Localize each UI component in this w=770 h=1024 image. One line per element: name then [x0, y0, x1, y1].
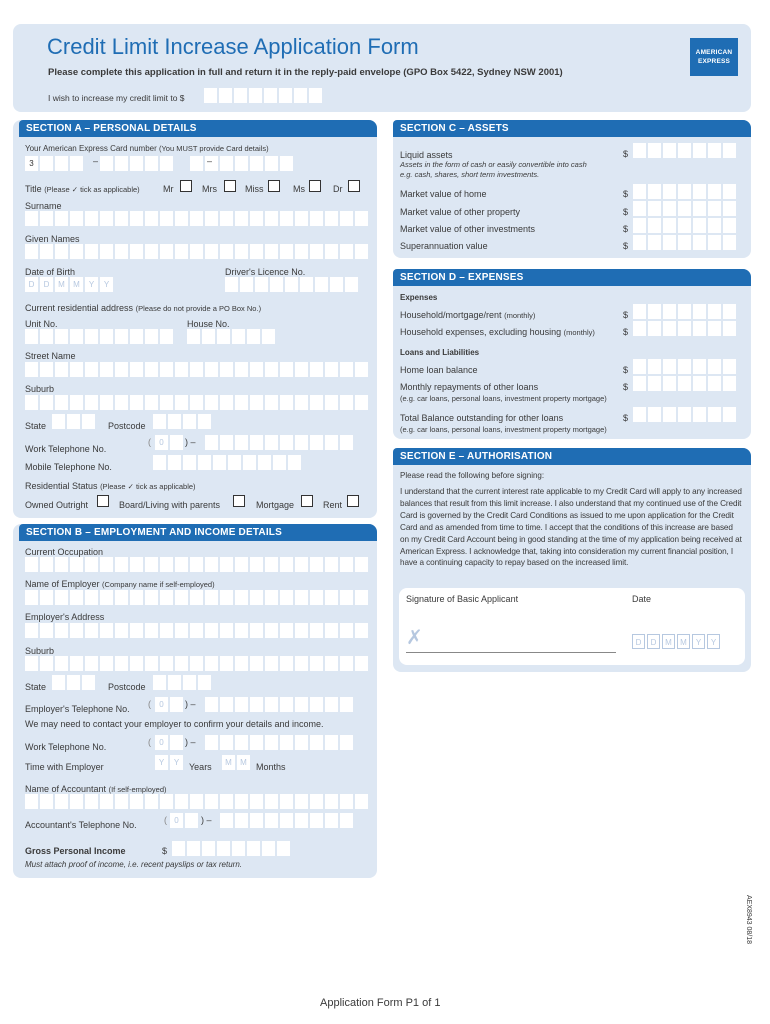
super-label: Superannuation value	[400, 241, 488, 251]
years-field[interactable]: Y Y	[155, 755, 185, 770]
employer-phone-area[interactable]: 0	[155, 697, 185, 712]
status-board-checkbox[interactable]	[233, 495, 245, 507]
work-phone-paren: (	[148, 437, 151, 447]
form-code: AEX8943 08/18	[745, 895, 752, 945]
given-names-field[interactable]	[25, 244, 370, 259]
household-exp-dollar: $	[623, 327, 629, 337]
card-dash-2: –	[207, 156, 213, 166]
loans-label: Loans and Liabilities	[400, 348, 480, 357]
contact-note: We may need to contact your employer to confirm your details and income.	[25, 719, 324, 729]
total-balance-note: (e.g. car loans, personal loans, investment property mortgage)	[400, 425, 607, 434]
licence-field[interactable]	[225, 277, 360, 292]
total-balance-dollar: $	[623, 413, 629, 423]
section-a-heading: SECTION A – PERSONAL DETAILS	[19, 120, 377, 137]
surname-label: Surname	[25, 201, 62, 211]
months-label: Months	[256, 762, 286, 772]
increase-label: I wish to increase my credit limit to $	[48, 93, 185, 103]
employer-postcode-label: Postcode	[108, 682, 146, 692]
status-mortgage-checkbox[interactable]	[301, 495, 313, 507]
time-employer-label: Time with Employer	[25, 762, 104, 772]
card-dash-1: –	[93, 156, 99, 166]
title-label: Title (Please ✓ tick as applicable)	[25, 184, 140, 194]
gross-income-note: Must attach proof of income, i.e. recent payslips or tax return.	[25, 860, 242, 869]
work-phone-field[interactable]	[205, 435, 355, 450]
mobile-phone-label: Mobile Telephone No.	[25, 462, 112, 472]
employer-suburb-field[interactable]	[25, 656, 370, 671]
street-field[interactable]	[25, 362, 370, 377]
total-balance-field[interactable]	[633, 407, 738, 422]
suburb-label: Suburb	[25, 384, 55, 394]
gross-income-label: Gross Personal Income	[25, 846, 126, 856]
licence-label: Driver's Licence No.	[225, 267, 306, 277]
page-footer: Application Form P1 of 1	[320, 997, 441, 1009]
employer-state-field[interactable]	[52, 675, 97, 690]
household-exp-label: Household expenses, excluding housing (monthly)	[400, 327, 595, 337]
suburb-field[interactable]	[25, 395, 370, 410]
employer-address-label: Employer's Address	[25, 612, 105, 622]
mobile-phone-field[interactable]	[153, 455, 303, 470]
postcode-label: Postcode	[108, 421, 146, 431]
form-subtitle: Please complete this application in full and return it in the reply-paid envelope (GPO Box 5422, Sydney NSW 2001)	[48, 67, 563, 78]
occupation-label: Current Occupation	[25, 547, 104, 557]
occupation-field[interactable]	[25, 557, 370, 572]
title-dr-checkbox[interactable]	[348, 180, 360, 192]
title-ms-label: Ms	[293, 184, 305, 194]
date-label: Date	[632, 594, 652, 604]
monthly-repay-field[interactable]	[633, 376, 738, 391]
b-work-phone-field[interactable]	[205, 735, 355, 750]
other-investments-field[interactable]	[633, 218, 738, 233]
home-loan-dollar: $	[623, 365, 629, 375]
status-owned-checkbox[interactable]	[97, 495, 109, 507]
work-phone-paren-close: ) –	[185, 437, 196, 447]
title-ms-checkbox[interactable]	[309, 180, 321, 192]
other-investments-label: Market value of other investments	[400, 224, 536, 234]
read-note: Please read the following before signing:	[400, 471, 545, 480]
signature-cross-icon: ✗	[406, 627, 423, 649]
card-number-label: Your American Express Card number (You MUST provide Card details)	[25, 144, 269, 153]
title-dr-label: Dr	[333, 184, 343, 194]
b-work-phone-paren: (	[148, 737, 151, 747]
super-field[interactable]	[633, 235, 738, 250]
years-label: Years	[189, 762, 212, 772]
home-value-field[interactable]	[633, 184, 738, 199]
accountant-name-field[interactable]	[25, 794, 370, 809]
b-work-phone-paren-close: ) –	[185, 737, 196, 747]
title-miss-label: Miss	[245, 184, 264, 194]
other-property-dollar: $	[623, 207, 629, 217]
employer-phone-paren: (	[148, 699, 151, 709]
employer-phone-label: Employer's Telephone No.	[25, 704, 130, 714]
monthly-repay-label: Monthly repayments of other loans	[400, 382, 539, 392]
status-owned-label: Owned Outright	[25, 500, 89, 510]
accountant-phone-field[interactable]	[220, 813, 355, 828]
postcode-field[interactable]	[153, 414, 213, 429]
accountant-phone-area[interactable]: 0	[170, 813, 200, 828]
other-investments-dollar: $	[623, 224, 629, 234]
employer-suburb-label: Suburb	[25, 646, 55, 656]
date-field[interactable]: D D M M Y Y	[632, 634, 722, 649]
state-field[interactable]	[52, 414, 97, 429]
home-value-label: Market value of home	[400, 189, 487, 199]
home-loan-label: Home loan balance	[400, 365, 478, 375]
status-rent-checkbox[interactable]	[347, 495, 359, 507]
total-balance-label: Total Balance outstanding for other loans	[400, 413, 564, 423]
employer-state-label: State	[25, 682, 47, 692]
liquid-assets-note-1: Assets in the form of cash or easily convertible into cash	[400, 160, 587, 169]
liquid-assets-label: Liquid assets	[400, 150, 453, 160]
section-e-heading: SECTION E – AUTHORISATION	[393, 448, 751, 465]
gross-income-dollar: $	[162, 846, 168, 856]
status-board-label: Board/Living with parents	[119, 500, 221, 510]
authorisation-text: I understand that the current interest rate applicable to my Credit Card will apply to any increased balances that result from this limit increase. I also understand that my continued use of the Credit Card is governed by the Credit Card Conditions as issued to me upon application for the Credit Card and as amended from time to time. I accept that the conditions of this increase are based on my Credit Card Account being in good standing at the time of my application being received at American Express. I acknowledge that, taking into consideration my current financial position, I have a continuing capacity to repay based on the increased limit.	[400, 487, 742, 568]
home-value-dollar: $	[623, 189, 629, 199]
surname-field[interactable]	[25, 211, 370, 226]
card-number-field[interactable]: 3	[25, 156, 295, 171]
other-property-field[interactable]	[633, 201, 738, 216]
liquid-assets-note-2: e.g. cash, shares, short term investments.	[400, 170, 540, 179]
status-rent-label: Rent	[323, 500, 343, 510]
employer-address-field[interactable]	[25, 623, 370, 638]
employer-postcode-field[interactable]	[153, 675, 213, 690]
expenses-label: Expenses	[400, 293, 438, 302]
residential-status-label: Residential Status (Please ✓ tick as applicable)	[25, 481, 196, 491]
section-d-heading: SECTION D – EXPENSES	[393, 269, 751, 286]
accountant-phone-paren-close: ) –	[201, 815, 212, 825]
months-field[interactable]: M M	[222, 755, 252, 770]
home-loan-field[interactable]	[633, 359, 738, 374]
street-label: Street Name	[25, 351, 76, 361]
work-phone-label: Work Telephone No.	[25, 444, 107, 454]
employer-phone-paren-close: ) –	[185, 699, 196, 709]
amex-logo: AMERICAN EXPRESS	[690, 38, 738, 76]
section-b-heading: SECTION B – EMPLOYMENT AND INCOME DETAILS	[19, 524, 377, 541]
employer-phone-field[interactable]	[205, 697, 355, 712]
household-rent-label: Household/mortgage/rent (monthly)	[400, 310, 536, 320]
household-rent-field[interactable]	[633, 304, 738, 319]
unit-field[interactable]	[25, 329, 175, 344]
form-title: Credit Limit Increase Application Form	[47, 34, 419, 59]
b-work-phone-area[interactable]: 0	[155, 735, 185, 750]
signature-line	[406, 652, 616, 653]
other-property-label: Market value of other property	[400, 207, 521, 217]
house-label: House No.	[187, 319, 230, 329]
dob-field[interactable]: D D M M Y Y	[25, 277, 115, 292]
status-mortgage-label: Mortgage	[256, 500, 295, 510]
accountant-name-label: Name of Accountant (If self-employed)	[25, 784, 167, 794]
liquid-assets-field[interactable]	[633, 143, 738, 158]
state-label: State	[25, 421, 47, 431]
given-names-label: Given Names	[25, 234, 80, 244]
unit-label: Unit No.	[25, 319, 58, 329]
accountant-phone-paren: (	[164, 815, 167, 825]
signature-field[interactable]	[406, 625, 616, 655]
signature-label: Signature of Basic Applicant	[406, 594, 519, 604]
increase-amount-field[interactable]	[204, 88, 324, 103]
house-field[interactable]	[187, 329, 277, 344]
household-exp-field[interactable]	[633, 321, 738, 336]
title-mr-checkbox[interactable]	[180, 180, 192, 192]
title-mr-label: Mr	[163, 184, 174, 194]
liquid-assets-dollar: $	[623, 149, 629, 159]
gross-income-field[interactable]	[172, 841, 292, 856]
monthly-repay-dollar: $	[623, 382, 629, 392]
section-c-heading: SECTION C – ASSETS	[393, 120, 751, 137]
title-mrs-checkbox[interactable]	[224, 180, 236, 192]
work-phone-area[interactable]: 0	[155, 435, 185, 450]
address-label: Current residential address (Please do not provide a PO Box No.)	[25, 303, 262, 313]
title-miss-checkbox[interactable]	[268, 180, 280, 192]
employer-name-label: Name of Employer (Company name if self-employed)	[25, 579, 215, 589]
household-rent-dollar: $	[623, 310, 629, 320]
title-mrs-label: Mrs	[202, 184, 217, 194]
dob-label: Date of Birth	[25, 267, 76, 277]
super-dollar: $	[623, 241, 629, 251]
b-work-phone-label: Work Telephone No.	[25, 742, 107, 752]
employer-name-field[interactable]	[25, 590, 370, 605]
accountant-phone-label: Accountant's Telephone No.	[25, 820, 137, 830]
monthly-repay-note: (e.g. car loans, personal loans, investment property mortgage)	[400, 394, 607, 403]
